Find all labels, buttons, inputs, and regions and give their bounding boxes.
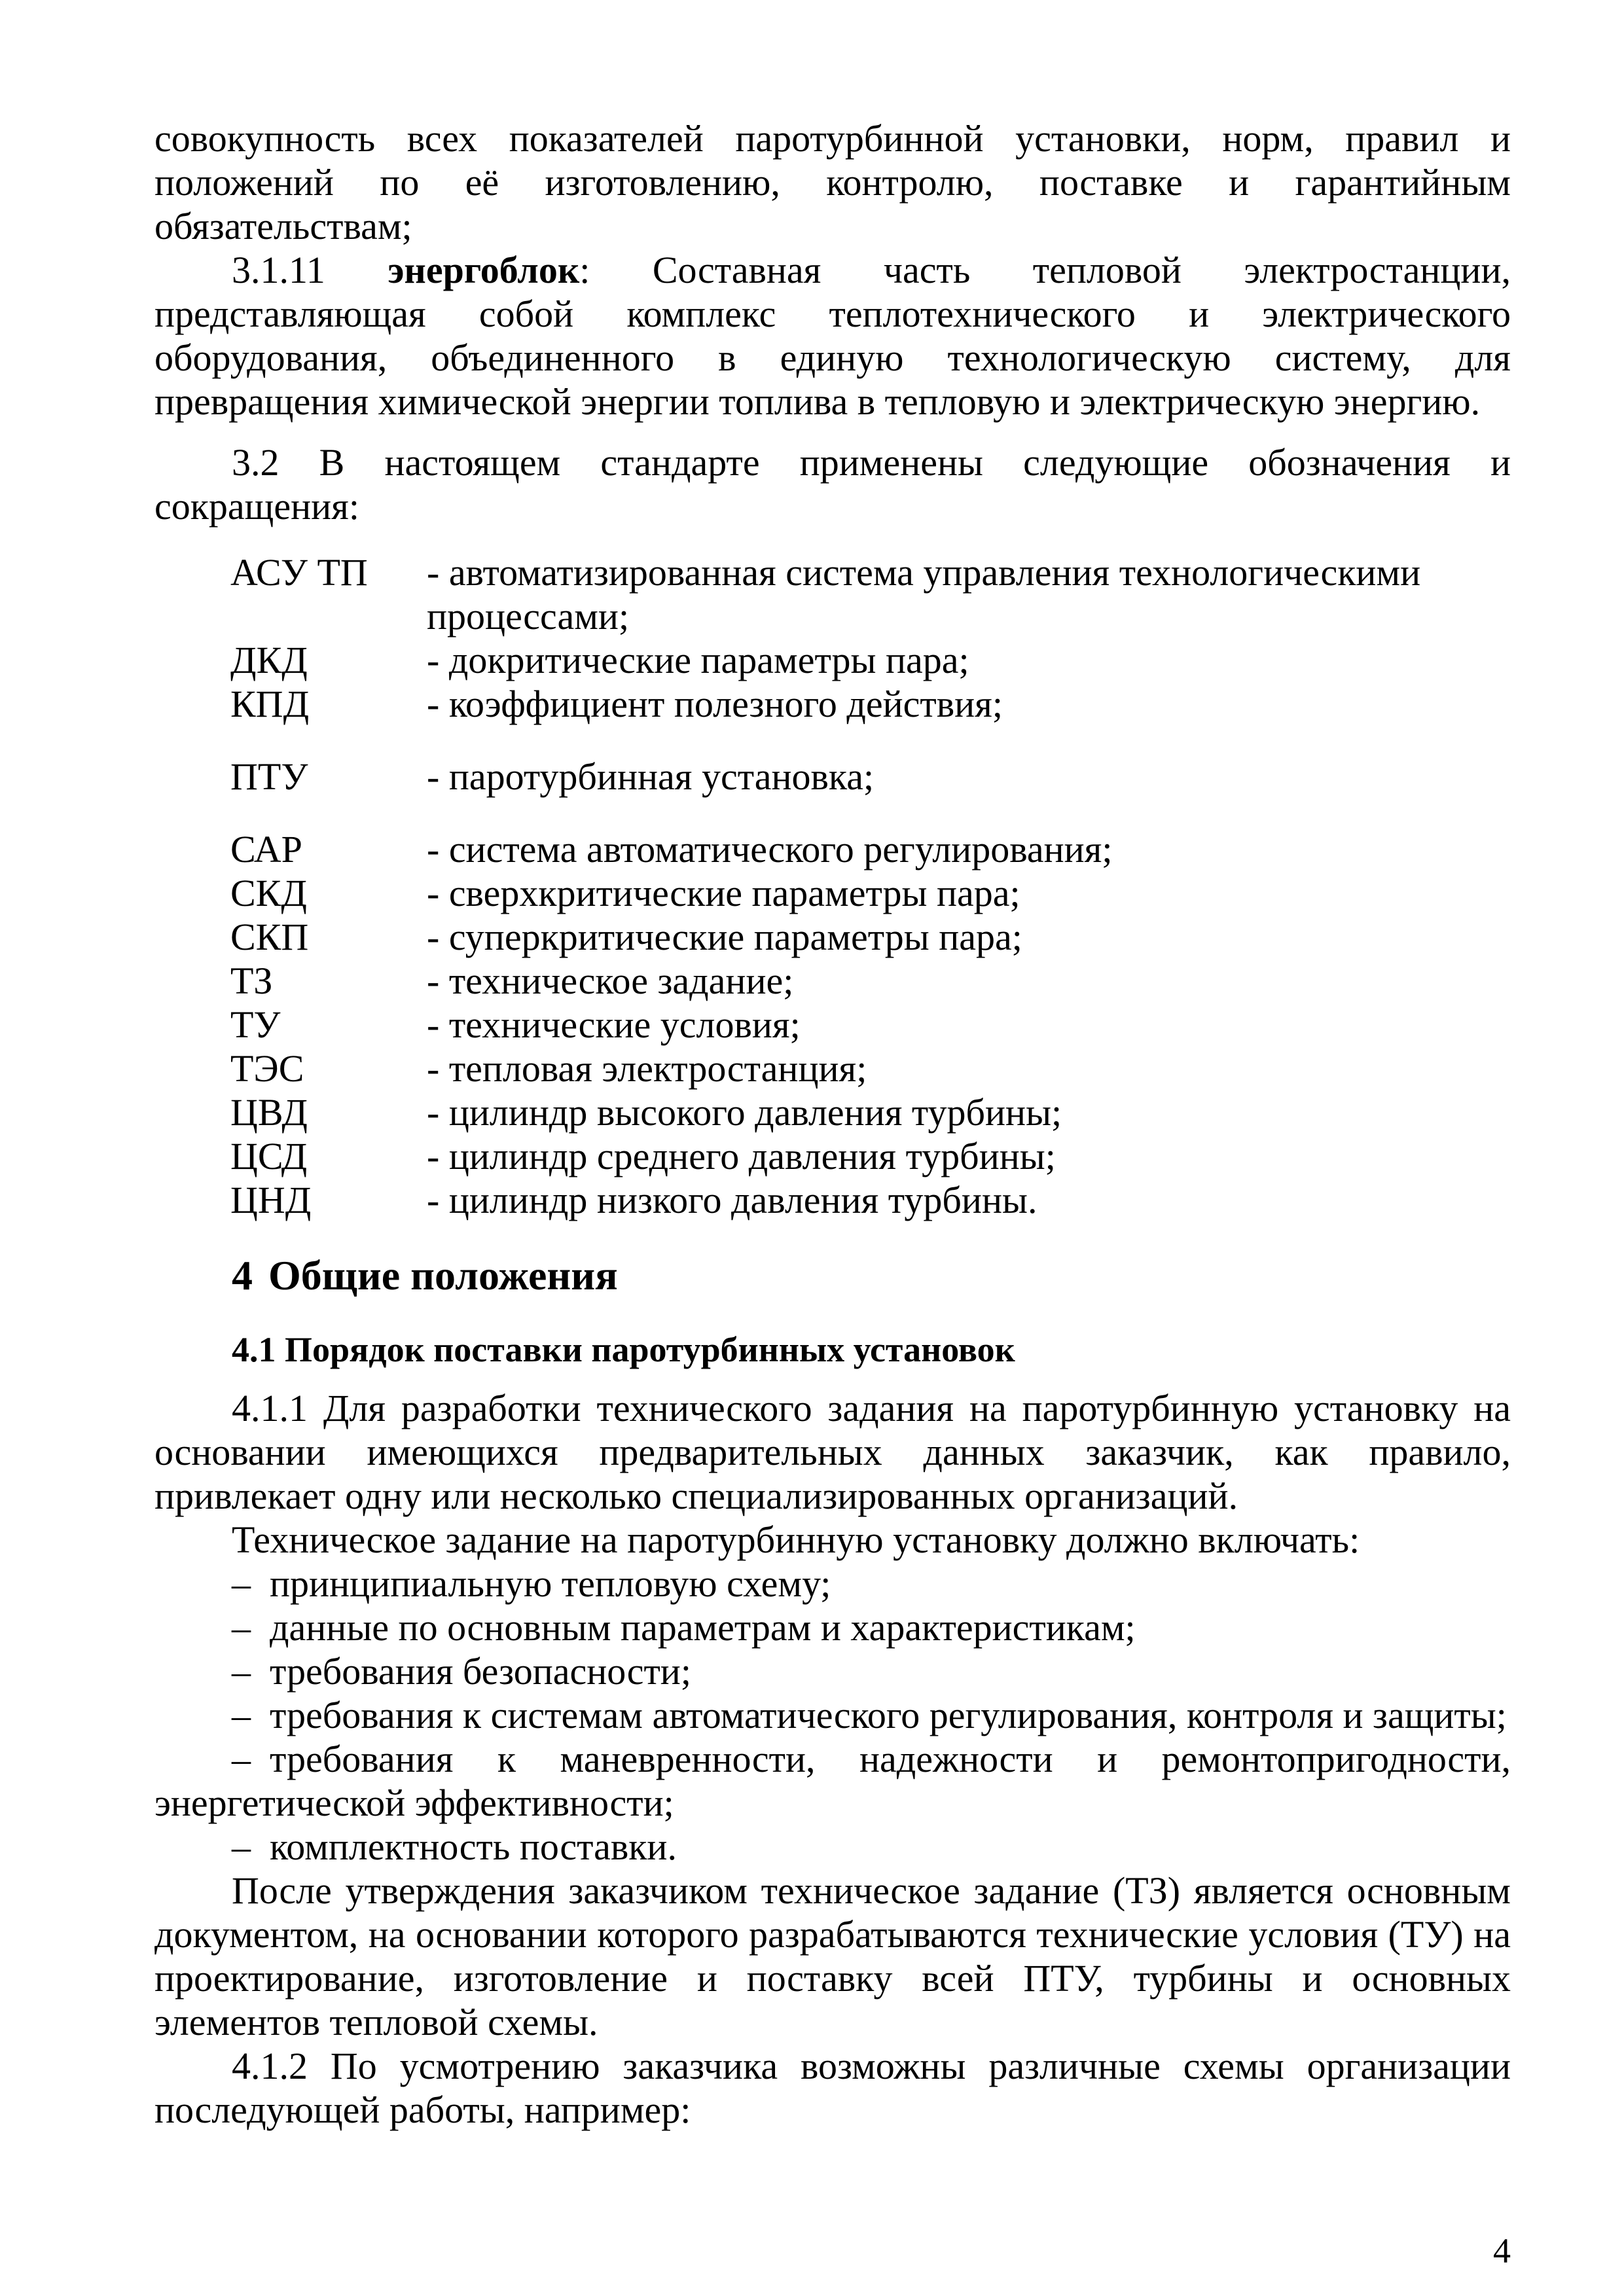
abbreviation-definition: - цилиндр низкого давления турбины. bbox=[427, 1179, 1038, 1221]
abbreviation-row bbox=[230, 1090, 1511, 1134]
abbreviation-row bbox=[230, 1047, 1511, 1090]
abbreviation-list bbox=[230, 550, 1511, 1222]
abbreviation-definition: - сверхкритические параметры пара; bbox=[427, 872, 1020, 914]
list-item-text: требования к системам автоматического регулирования, контроля и защиты; bbox=[270, 1694, 1507, 1736]
abbreviation-definition: - система автоматического регулирования; bbox=[427, 828, 1113, 870]
abbreviation-definition: - докритические параметры пара; bbox=[427, 639, 969, 681]
abbreviation-row bbox=[230, 827, 1511, 871]
dash-marker: – bbox=[232, 1650, 251, 1693]
clause-number: 3.1.11 bbox=[232, 249, 325, 291]
page-number: 4 bbox=[1493, 2231, 1511, 2270]
paragraph-3-2: 3.2 В настоящем стандарте применены следующие обозначения и сокращения: bbox=[154, 441, 1511, 528]
section-4-1-heading: 4.1 Порядок поставки паротурбинных установок bbox=[232, 1330, 1015, 1369]
list-item-text: принципиальную тепловую схему; bbox=[270, 1562, 831, 1605]
dash-marker: – bbox=[232, 1738, 251, 1780]
dash-marker: – bbox=[232, 1606, 251, 1649]
abbreviation-term: ТЗ bbox=[230, 960, 273, 1002]
list-item-text: требования к маневренности, надежности и ремонтопригодности, энергетической эффективности; bbox=[154, 1738, 1511, 1824]
dash-marker: – bbox=[232, 1825, 251, 1868]
abbreviation-definition: - тепловая электростанция; bbox=[427, 1047, 867, 1090]
abbreviation-row bbox=[230, 638, 1511, 682]
abbreviation-row bbox=[230, 1134, 1511, 1178]
section-4-number: 4 bbox=[232, 1252, 253, 1299]
abbreviation-row bbox=[230, 682, 1511, 726]
list-item bbox=[154, 1737, 1511, 1825]
abbreviation-term: СКП bbox=[230, 916, 309, 958]
abbreviation-definition: - суперкритические параметры пара; bbox=[427, 916, 1022, 958]
section-4-title: Общие положения bbox=[268, 1252, 618, 1299]
list-item-text: комплектность поставки. bbox=[270, 1825, 677, 1868]
section-4-heading bbox=[232, 1251, 1511, 1300]
abbreviation-definition: - техническое задание; bbox=[427, 960, 794, 1002]
dash-marker: – bbox=[232, 1562, 251, 1605]
term-definition: : Составная часть тепловой электростанции, представляющая собой комплекс теплотехнического и электрического оборудования, объединенного в единую технологическую систему, для превращения химической энергии топлива в тепловую и электрическую энергию. bbox=[154, 249, 1511, 423]
abbreviation-row bbox=[230, 959, 1511, 1003]
abbreviation-row bbox=[230, 915, 1511, 959]
list-item bbox=[154, 1693, 1511, 1737]
abbreviation-row bbox=[230, 871, 1511, 915]
list-item bbox=[154, 1605, 1511, 1649]
paragraph-continuation: совокупность всех показателей паротурбинной установки, норм, правил и положений по её изготовлению, контролю, поставке и гарантийным обязательствам; bbox=[154, 117, 1511, 247]
paragraph-3-1-11 bbox=[154, 248, 1511, 423]
abbreviation-term: ЦВД bbox=[230, 1091, 308, 1134]
abbreviation-term: ДКД bbox=[230, 639, 308, 681]
abbreviation-term: ТУ bbox=[230, 1003, 281, 1046]
list-item bbox=[154, 1649, 1511, 1693]
abbreviation-row bbox=[230, 1178, 1511, 1222]
abbreviation-definition: - коэффициент полезного действия; bbox=[427, 683, 1003, 725]
paragraph-4-1-2: 4.1.2 По усмотрению заказчика возможны различные схемы организации последующей работы, например: bbox=[154, 2045, 1511, 2131]
paragraph-tz-intro: Техническое задание на паротурбинную установку должно включать: bbox=[232, 1518, 1360, 1561]
list-item bbox=[154, 1825, 1511, 1869]
abbreviation-definition: - технические условия; bbox=[427, 1003, 801, 1046]
abbreviation-term: СКД bbox=[230, 872, 307, 914]
paragraph-4-1-1: 4.1.1 Для разработки технического задания на паротурбинную установку на основании имеющихся предварительных данных заказчик, как правило, привлекает одну или несколько специализированных организаций. bbox=[154, 1387, 1511, 1517]
abbreviation-definition: - цилиндр среднего давления турбины; bbox=[427, 1135, 1056, 1177]
term-energoblok: энергоблок bbox=[388, 249, 580, 291]
abbreviation-term: ЦНД bbox=[230, 1179, 312, 1221]
abbreviation-row bbox=[230, 755, 1511, 798]
abbreviation-term: САР bbox=[230, 828, 302, 870]
abbreviation-row bbox=[230, 550, 1511, 638]
abbreviation-term: ЦСД bbox=[230, 1135, 308, 1177]
abbreviation-term: КПД bbox=[230, 683, 310, 725]
paragraph-after-list: После утверждения заказчиком техническое задание (ТЗ) является основным документом, на основании которого разрабатываются технические условия (ТУ) на проектирование, изготовление и поставку всей ПТУ, турбины и основных элементов тепловой схемы. bbox=[154, 1869, 1511, 2043]
list-item bbox=[154, 1562, 1511, 1605]
dash-marker: – bbox=[232, 1694, 251, 1736]
abbreviation-term: АСУ ТП bbox=[230, 551, 368, 594]
list-item-text: требования безопасности; bbox=[270, 1650, 691, 1693]
abbreviation-term: ТЭС bbox=[230, 1047, 304, 1090]
list-item-text: данные по основным параметрам и характеристикам; bbox=[270, 1606, 1136, 1649]
abbreviation-definition: - автоматизированная система управления технологическими процессами; bbox=[427, 551, 1421, 637]
abbreviation-term: ПТУ bbox=[230, 755, 308, 798]
abbreviation-definition: - цилиндр высокого давления турбины; bbox=[427, 1091, 1062, 1134]
document-body bbox=[154, 117, 1511, 2132]
abbreviation-definition: - паротурбинная установка; bbox=[427, 755, 875, 798]
abbreviation-row bbox=[230, 1003, 1511, 1047]
